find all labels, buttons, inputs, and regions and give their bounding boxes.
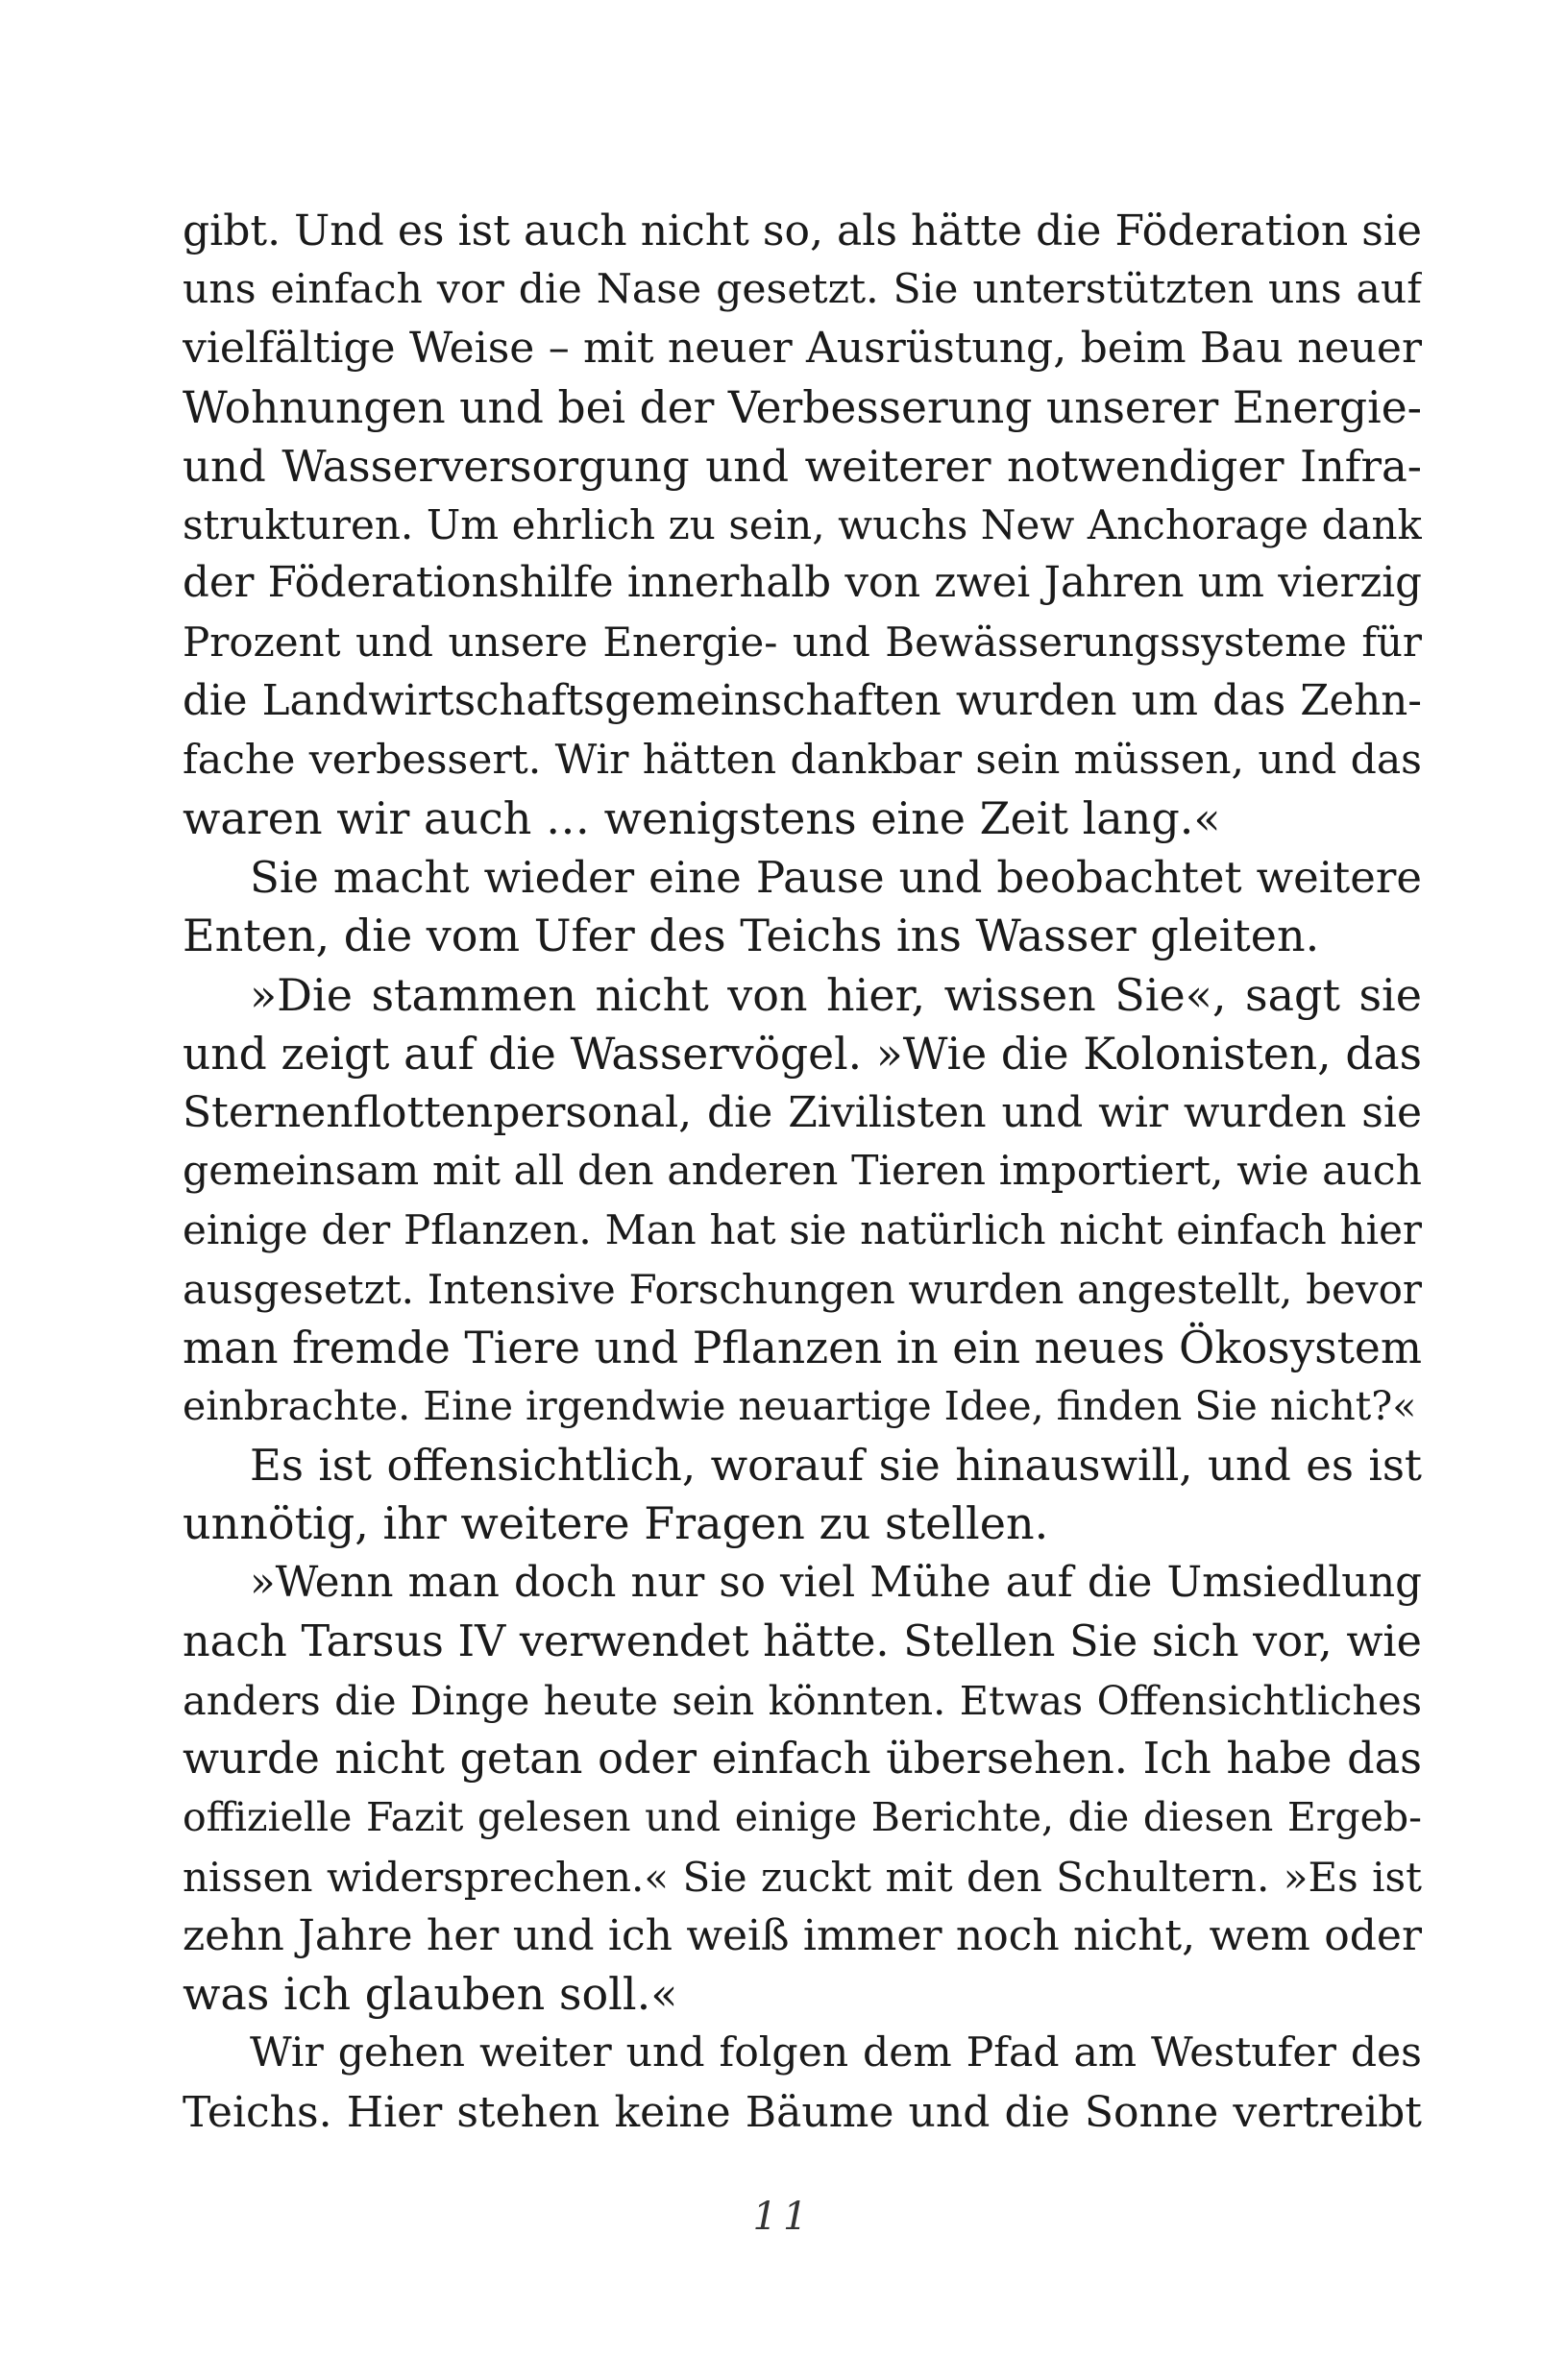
paragraph bbox=[183, 1436, 1422, 1553]
text-line: Wohnungen und bei der Verbesserung unserer Energie- bbox=[183, 381, 1422, 433]
text-line: vielfältige Weise – mit neuer Ausrüstung, beim Bau neuer bbox=[183, 324, 1422, 374]
text-line: die Landwirtschaftsgemeinschaften wurden um das Zehn- bbox=[183, 676, 1422, 725]
text-line: fache verbessert. Wir hätten dankbar sein müssen, und das bbox=[183, 736, 1422, 784]
text-line: einige der Pflanzen. Man hat sie natürlich nicht einfach hier bbox=[183, 1206, 1422, 1254]
page-number: 11 bbox=[752, 2195, 814, 2239]
text-line: man fremde Tiere und Pflanzen in ein neues Ökosystem bbox=[183, 1322, 1422, 1373]
paragraph bbox=[183, 202, 1422, 848]
paragraph bbox=[183, 848, 1422, 965]
text-line: zehn Jahre her und ich weiß immer noch nicht, wem oder bbox=[183, 1910, 1422, 1960]
text-line: einbrachte. Eine irgendwie neuartige Idee, finden Sie nicht?« bbox=[183, 1383, 1417, 1430]
text-line: nissen widersprechen.« Sie zuckt mit den Schultern. »Es ist bbox=[183, 1853, 1422, 1901]
text-line: wurde nicht getan oder einfach übersehen. Ich habe das bbox=[183, 1735, 1422, 1785]
body-text bbox=[183, 202, 1422, 2142]
text-line: Teichs. Hier stehen keine Bäume und die Sonne vertreibt bbox=[183, 2087, 1422, 2137]
text-line: »Die stammen nicht von hier, wissen Sie«, sagt sie bbox=[250, 968, 1422, 1021]
text-line: gibt. Und es ist auch nicht so, als hätte die Föderation sie bbox=[183, 206, 1422, 255]
text-line: Wir gehen weiter und folgen dem Pfad am Westufer des bbox=[250, 2029, 1422, 2077]
paragraph bbox=[183, 2024, 1422, 2141]
text-line: Prozent und unsere Energie- und Bewässerungssysteme für bbox=[183, 619, 1422, 667]
text-line: Sternenflottenpersonal, die Zivilisten und wir wurden sie bbox=[183, 1088, 1422, 1138]
paragraph bbox=[183, 966, 1422, 1437]
text-line: der Föderationshilfe innerhalb von zwei Jahren um vierzig bbox=[183, 559, 1422, 608]
text-line: anders die Dinge heute sein könnten. Etwas Offensichtliches bbox=[183, 1677, 1422, 1725]
text-line: »Wenn man doch nur so viel Mühe auf die Umsiedlung bbox=[250, 1558, 1422, 1607]
paragraph bbox=[183, 1554, 1422, 2025]
text-line: gemeinsam mit all den anderen Tieren importiert, wie auch bbox=[183, 1148, 1422, 1196]
text-line: uns einfach vor die Nase gesetzt. Sie unterstützten uns auf bbox=[183, 266, 1422, 314]
text-line: ausgesetzt. Intensive Forschungen wurden angestellt, bevor bbox=[183, 1265, 1422, 1313]
text-line: und zeigt auf die Wasservögel. »Wie die Kolonisten, das bbox=[183, 1028, 1422, 1080]
text-line: strukturen. Um ehrlich zu sein, wuchs New Anchorage dank bbox=[183, 501, 1422, 549]
text-line: Sie macht wieder eine Pause und beobachtet weitere bbox=[250, 852, 1422, 904]
text-line: was ich glauben soll.« bbox=[183, 1968, 678, 2021]
text-line: nach Tarsus IV verwendet hätte. Stellen Sie sich vor, wie bbox=[183, 1616, 1422, 1666]
text-line: waren wir auch … wenigstens eine Zeit lang.« bbox=[183, 792, 1221, 845]
text-line: Enten, die vom Ufer des Teichs ins Wasser gleiten. bbox=[183, 910, 1320, 962]
text-line: unnötig, ihr weitere Fragen zu stellen. bbox=[183, 1497, 1049, 1550]
text-line: und Wasserversorgung und weiterer notwendiger Infra- bbox=[183, 440, 1422, 492]
text-line: offizielle Fazit gelesen und einige Berichte, die diesen Ergeb- bbox=[183, 1794, 1422, 1841]
text-line: Es ist offensichtlich, worauf sie hinauswill, und es ist bbox=[250, 1440, 1422, 1492]
